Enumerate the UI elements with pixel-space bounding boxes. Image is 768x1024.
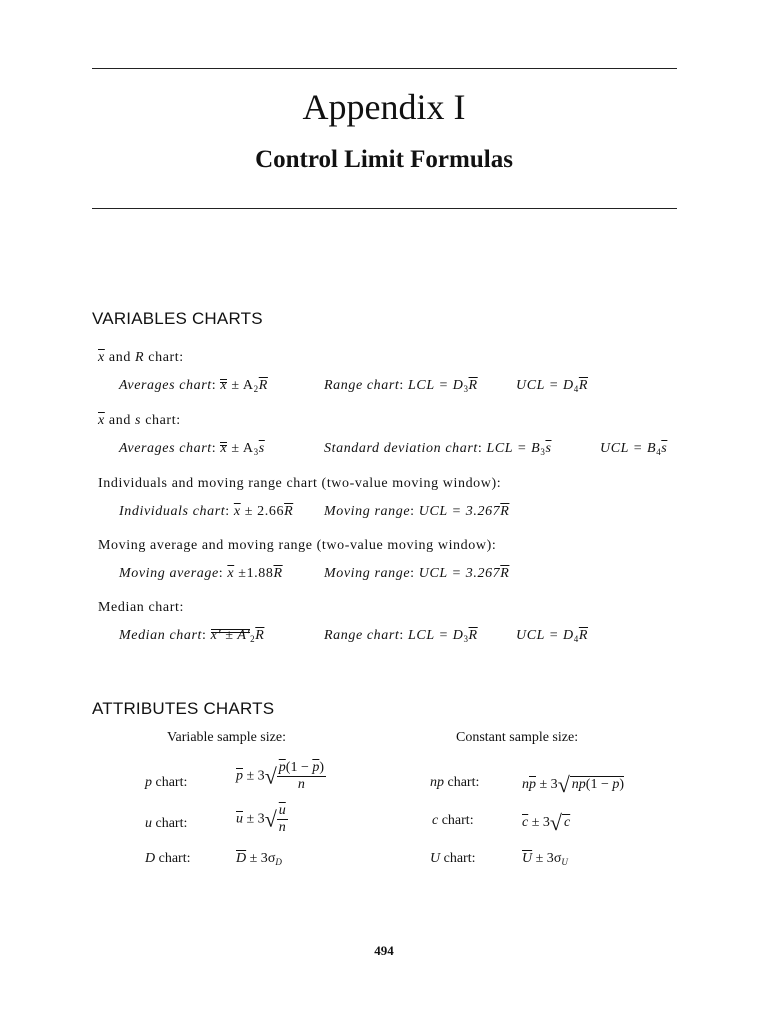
big-u-chart-formula: $\overline{U} \pm 3\sigma_U$	[522, 851, 568, 867]
median-label: Median chart:	[98, 600, 184, 615]
d-chart-label: D chart:	[145, 851, 191, 866]
variables-charts-heading: VARIABLES CHARTS	[92, 309, 263, 328]
xdoublebar-symbol: x	[220, 378, 228, 393]
individuals-label: Individuals and moving range chart (two-value moving window):	[98, 476, 502, 491]
individuals-moving-range: Moving range: UCL = $3.267\overline{R}$	[324, 504, 510, 519]
median-range: Range chart: LCL = $D_3\overline{R}$	[324, 628, 478, 644]
top-rule	[92, 68, 677, 69]
constant-sample-size-header: Constant sample size:	[456, 730, 579, 745]
xbar-r-range: Range chart: LCL = $D_3\overline{R}$	[324, 378, 478, 394]
page-subtitle: Control Limit Formulas	[255, 146, 513, 173]
median-ucl: UCL = $D_4\overline{R}$	[516, 628, 589, 644]
d-chart-formula: $\overline{D} \pm 3\sigma_D$	[236, 851, 282, 867]
moving-average-label: Moving average and moving range (two-value moving window):	[98, 538, 497, 553]
page-number: 494	[374, 943, 394, 958]
np-chart-label: np chart:	[430, 775, 480, 790]
appendix-title: Appendix I	[302, 87, 466, 127]
xbar-r-ucl: UCL = $D_4\overline{R}$	[516, 378, 589, 394]
variable-sample-size-header: Variable sample size:	[167, 730, 286, 745]
moving-average-range: Moving range: UCL = $3.267\overline{R}$	[324, 566, 510, 581]
p-chart-formula: $\overline{p} \pm 3√$ $\frac{p(1 - \overline{p})}{n}$	[236, 760, 325, 792]
attributes-charts-heading: ATTRIBUTES CHARTS	[92, 699, 275, 718]
xbar-r-label: $\overline{x}$ and R chart:	[98, 350, 184, 365]
moving-average-chart: Moving average: $\overline{x} \pm 1.88\overline{R}$	[119, 566, 283, 581]
big-u-chart-label: U chart:	[430, 851, 476, 866]
xbar-s-averages: Averages chart: $x \pm A_3\overline{s}$	[119, 441, 265, 457]
xbar-s-sd: Standard deviation chart: LCL = $B_3\overline{s}$	[324, 441, 552, 457]
xbar-s-label: $\overline{x}$ and s chart:	[98, 413, 181, 428]
u-chart-formula: $\overline{u} \pm 3√$ $\frac{u}{n}$	[236, 803, 286, 835]
median-chart: Median chart: $x' \pm A'_2\overline{R}$	[119, 628, 265, 644]
c-chart-label: c chart:	[432, 813, 474, 828]
np-chart-formula: $n\overline{p} \pm 3√$ $n\overline{p}(1 - \overline{p})$	[522, 772, 625, 797]
individuals-chart: Individuals chart: $\overline{x} \pm 2.66\overline{R}$	[119, 504, 294, 519]
c-chart-formula: $\overline{c} \pm 3√$ c	[522, 810, 571, 835]
xbar-symbol: $\overline{x}$	[98, 350, 105, 365]
bottom-rule	[92, 208, 677, 209]
xbar-r-averages: Averages chart: $x \pm A_2\overline{R}$	[119, 378, 268, 394]
p-chart-label: p chart:	[145, 775, 188, 790]
u-chart-label: u chart:	[145, 816, 188, 831]
xbar-s-ucl: UCL = $B_4\overline{s}$	[600, 441, 668, 457]
